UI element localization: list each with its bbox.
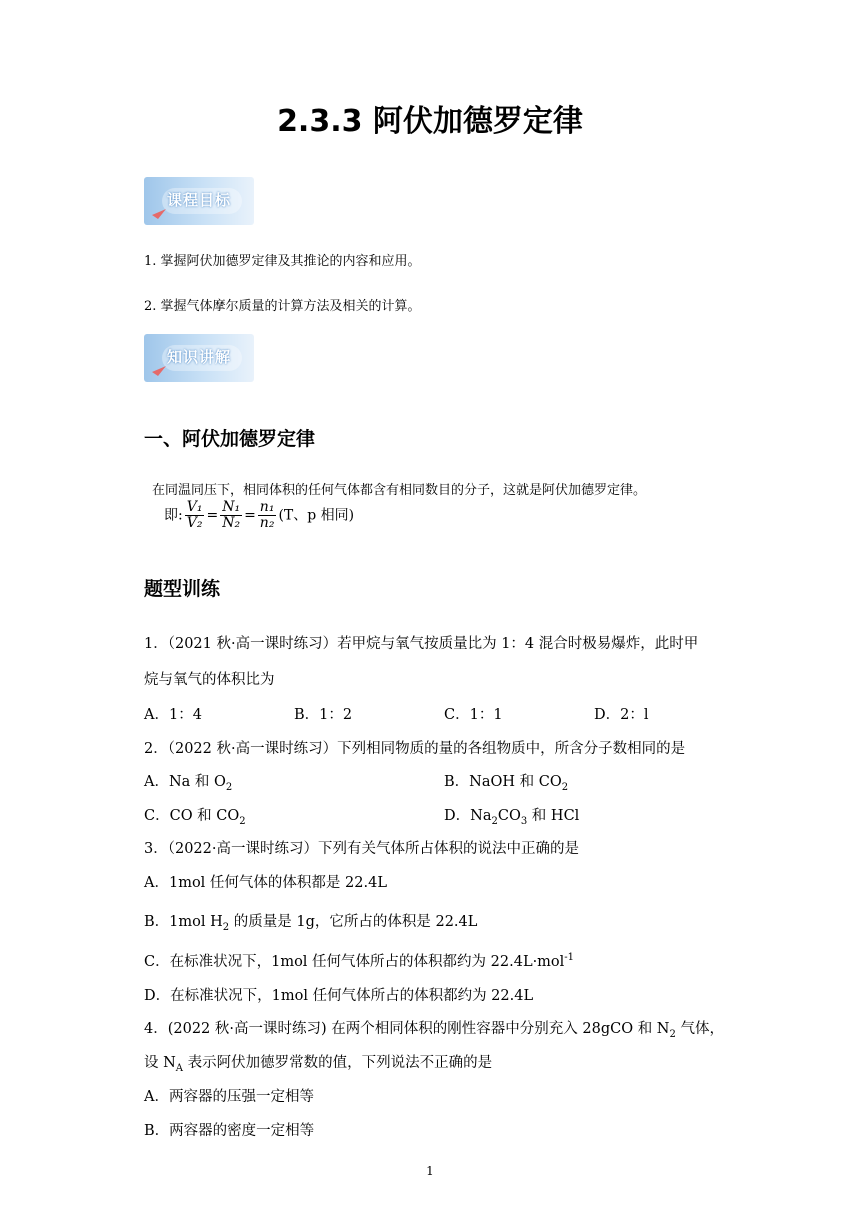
q2-option-b: B．NaOH 和 $CO_2$ [444,774,569,793]
formula-condition: (T、p 相同) [278,507,355,524]
q1-option-d: D．2：l [594,707,649,723]
section-heading-exercises: 题型训练 [144,578,221,600]
q2-line1: 2．（2022 秋·高一课时练习）下列相同物质的量的各组物质中，所含分子数相同的是 [144,741,686,757]
formula-m1: n₁ [259,499,275,515]
q1-line2: 烷与氧气的体积比为 [144,672,275,688]
formula-m2: n₂ [259,515,275,531]
q4-line1: 4．(2022 秋·高一课时练习) 在两个相同体积的刚性容器中分别充入 28gCO 和 $N_2$ 气体， [144,1021,724,1040]
q1-option-c: C．1：1 [444,707,503,723]
q1-line1: 1．（2021 秋·高一课时练习）若甲烷与氧气按质量比为 1：4 混合时极易爆炸，此时甲 [144,636,699,652]
goal-item-2: 2. 掌握气体摩尔质量的计算方法及相关的计算。 [144,299,421,314]
course-goal-banner [144,177,254,225]
knowledge-label: 知识讲解 [166,348,231,366]
section-heading-avogadro: 一、阿伏加德罗定律 [144,428,316,450]
paper-plane-icon [152,209,166,219]
q1-option-b: B．1：2 [294,707,353,723]
goal-item-1: 1. 掌握阿伏加德罗定律及其推论的内容和应用。 [144,254,421,269]
formula-n2: N₂ [222,515,241,531]
q4-line2: 设 $N_A$ 表示阿伏加德罗常数的值，下列说法不正确的是 [144,1055,493,1074]
formula-prefix: 即: [164,507,183,524]
q4-option-a: A．两容器的压强一定相等 [144,1089,314,1105]
formula-n1: N₁ [222,499,241,515]
q2-option-c: C．CO 和 $CO_2$ [144,808,246,827]
q2-option-d: D．$Na_2CO_3$ 和 HCl [444,808,580,827]
q2-option-a: A．Na 和 $O_2$ [144,774,233,793]
q3-option-d: D．在标准状况下，1mol 任何气体所占的体积都约为 22.4L [144,988,534,1004]
knowledge-banner [144,334,254,382]
paper-plane-icon [152,366,166,376]
page-title: 2.3.3 阿伏加德罗定律 [277,104,583,139]
q3-option-b: B．1mol $H_2$ 的质量是 1g，它所占的体积是 22.4L [144,914,478,933]
q3-option-a: A．1mol 任何气体的体积都是 22.4L [144,875,387,891]
q3-line1: 3．（2022·高一课时练习）下列有关气体所占体积的说法中正确的是 [144,841,579,857]
q4-option-b: B．两容器的密度一定相等 [144,1123,315,1139]
avogadro-formula: 即: $\frac{\text{V₁}}{\text{V₂}}$ = $\frac{\text{N₁}}{\text{N₂}}$ = $\frac{\text{n₁}}{\text{n₂}}$ (T、p 相同) [164,499,355,531]
course-goal-label: 课程目标 [166,191,231,209]
q1-option-a: A．1：4 [144,707,202,723]
law-statement: 在同温同压下，相同体积的任何气体都含有相同数目的分子，这就是阿伏加德罗定律。 [152,483,647,498]
q3-option-c: C．在标准状况下，1mol 任何气体所占的体积都约为 22.4L·mol$^{-1}$ [144,952,575,970]
formula-v1: V₁ [186,499,203,515]
formula-v2: V₂ [186,515,203,531]
page-number: 1 [426,1164,434,1178]
